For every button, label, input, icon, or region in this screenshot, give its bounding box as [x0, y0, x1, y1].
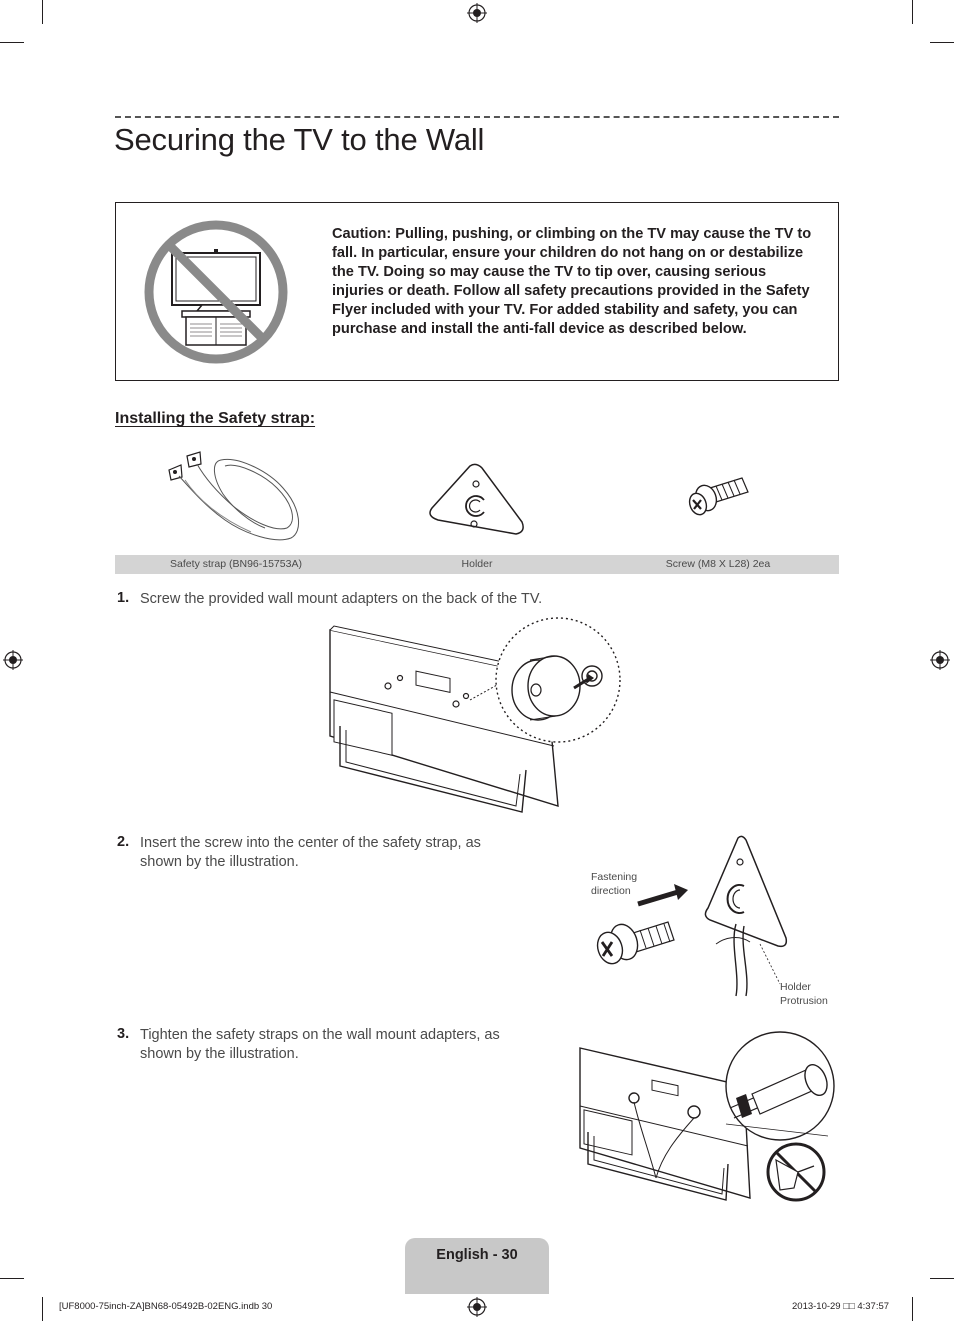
registration-mark-icon	[930, 650, 950, 670]
part-label-holder: Holder	[461, 558, 493, 570]
crop-mark	[930, 42, 954, 43]
print-timestamp: 2013-10-29 □□ 4:37:57	[792, 1301, 890, 1312]
no-climbing-tv-icon	[142, 218, 290, 366]
page-title: Securing the TV to the Wall	[114, 122, 485, 157]
safety-strap-icon	[165, 448, 305, 550]
title-divider	[115, 116, 839, 118]
registration-mark-icon	[467, 3, 487, 23]
part-label-safety-strap: Safety strap (BN96-15753A)	[170, 558, 302, 570]
fastening-direction-label: Fastening direction	[591, 871, 638, 897]
registration-mark-icon	[3, 650, 23, 670]
step-text: Tighten the safety straps on the wall mount adapters, as shown by the illustration.	[140, 1027, 500, 1062]
part-label-screw: Screw (M8 X L28) 2ea	[665, 558, 771, 570]
holder-protrusion-label: Holder Protrusion	[780, 981, 828, 1007]
holder-icon	[426, 462, 526, 540]
screw-into-strap-illustration	[590, 834, 790, 1000]
section-heading: Installing the Safety strap:	[115, 410, 316, 427]
crop-mark	[912, 0, 913, 24]
crop-mark	[42, 1297, 43, 1321]
crop-mark	[42, 0, 43, 24]
step-number: 3.	[117, 1026, 130, 1042]
tv-back-wall-adapter-illustration	[326, 616, 622, 818]
step-text: Insert the screw into the center of the safety strap, as shown by the illustration.	[140, 835, 481, 870]
tighten-strap-illustration	[576, 1028, 838, 1208]
file-slug: [UF8000-75inch-ZA]BN68-05492B-02ENG.indb 30	[59, 1301, 273, 1312]
step-number: 1.	[117, 590, 130, 606]
crop-mark	[930, 1278, 954, 1279]
page-number: English - 30	[436, 1247, 518, 1263]
crop-mark	[0, 1278, 24, 1279]
step-text: Screw the provided wall mount adapters on the back of the TV.	[140, 591, 543, 607]
caution-text: Caution: Pulling, pushing, or climbing on the TV may cause the TV to fall. In particular, ensure your children do not hang on or destabilize the TV. Doing so may cause the TV to tip over, causing serious injuries or death. Follow all safety precautions provided in the Safety Flyer included with your TV. For added stability and safety, you can purchase and install the anti-fall device as described below.	[332, 226, 812, 337]
screw-icon	[686, 474, 750, 520]
crop-mark	[0, 42, 24, 43]
step-number: 2.	[117, 834, 130, 850]
crop-mark	[912, 1297, 913, 1321]
registration-mark-icon	[467, 1297, 487, 1317]
